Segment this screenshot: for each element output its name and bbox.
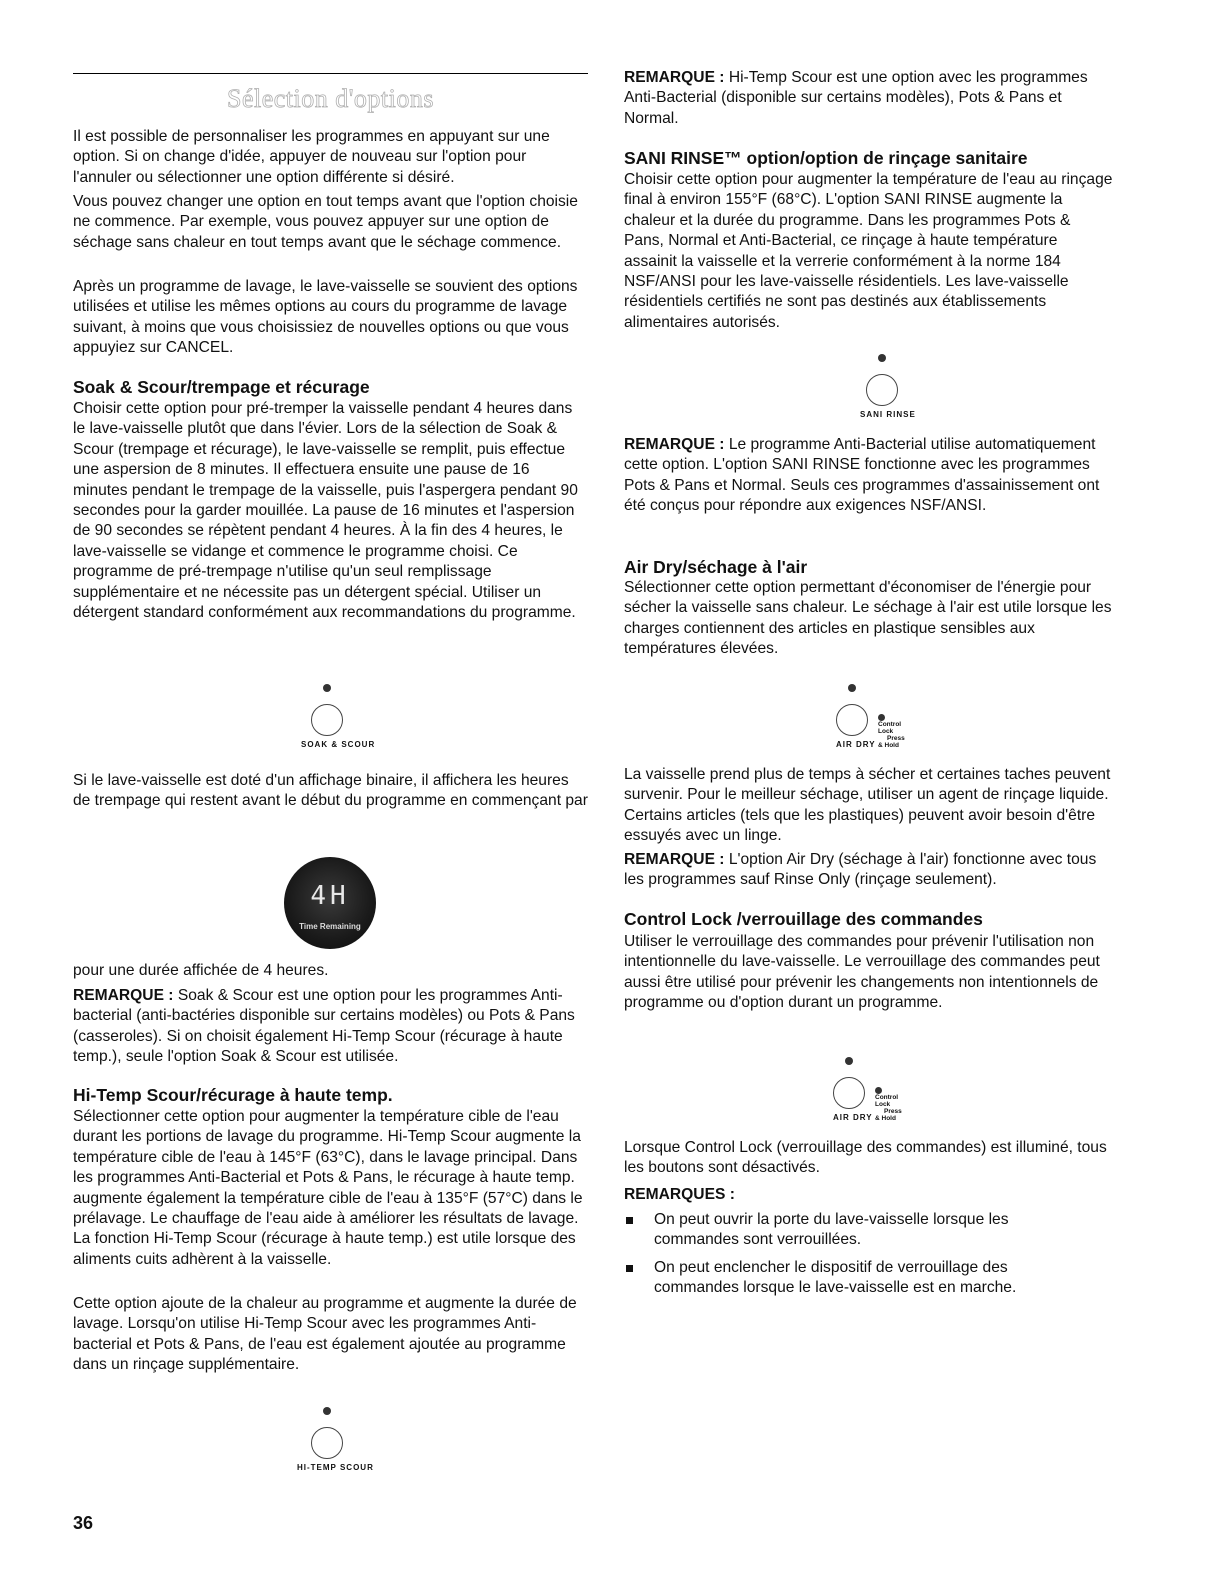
press-hold-label: Press & Hold: [878, 735, 905, 750]
sani-note: [624, 435, 1119, 517]
control-lock-body: Utiliser le verrouillage des commandes pour prévenir l'utilisation non intentionnelle du lave-vaisselle. Le verrouillage des commandes peut aussi être utilisé pour prévenir les changements non intentionnels de programme ou d'option durant un programme.: [624, 933, 1100, 1012]
button-ring-icon: [311, 704, 343, 736]
remarques-label: REMARQUES :: [624, 1186, 735, 1203]
button-ring-icon: [836, 704, 868, 736]
hitemp-scour-label: HI-TEMP SCOUR: [297, 1463, 374, 1472]
control-lock-label: Control Lock: [878, 721, 902, 736]
airdry-after-text: La vaisselle prend plus de temps à sécher et certaines taches peuvent survenir. Pour le meilleur séchage, utiliser un agent de rinçage liquide. Certains articles (tels que les plastiques) peuvent avoir besoin d'être essuyés avec un linge.: [624, 766, 1111, 845]
bullet-icon: [626, 1265, 633, 1272]
note-text: Soak & Scour est une option pour les programmes Anti-bacterial (anti-bactéries disponible sur certains modèles) ou Pots & Pans (casseroles). Si on choisit également Hi-Temp Scour (récurage à haute temp.), seule l'option Soak & Scour est utilisée.: [73, 987, 575, 1066]
note-label: REMARQUE :: [624, 436, 725, 453]
indicator-led-icon: [323, 1407, 331, 1415]
note-label: REMARQUE :: [624, 69, 725, 86]
hitemp-heading: Hi-Temp Scour/récurage à haute temp.: [73, 1085, 393, 1105]
button-ring-icon: [311, 1427, 343, 1459]
lock-led-icon: [878, 714, 885, 721]
soak-display-duration: pour une durée affichée de 4 heures.: [73, 962, 329, 979]
bullet-icon: [626, 1217, 633, 1224]
soak-heading: Soak & Scour/trempage et récurage: [73, 377, 370, 397]
intro-paragraph-2: Vous pouvez changer une option en tout temps avant que l'option choisie ne commence. Par exemple, vous pouvez appuyer sur une option de séchage sans chaleur en tout temps avant que le séchage commence.: [73, 193, 578, 251]
page-number: 36: [73, 1513, 94, 1533]
air-dry-label: AIR DRY: [833, 1113, 873, 1122]
sani-body: Choisir cette option pour augmenter la température de l'eau au rinçage final à environ 155°F (68°C). L'option SANI RINSE augmente la chaleur et la durée du programme. Dans les programmes Pots & Pans, Normal et Anti-Bacterial, ce rinçage à haute température assainit la vaisselle et la verrerie conformément à la norme 184 NSF/ANSI pour les lave-vaisselle résidentiels. Les lave-vaisselle résidentiels certifiés ne sont pas destinés aux établissements alimentaires autorisés.: [624, 171, 1113, 331]
hitemp-note: [624, 68, 1114, 129]
note-text: Hi-Temp Scour est une option avec les programmes Anti-Bacterial (disponible sur certains modèles), Pots & Pans et Normal.: [624, 69, 1088, 127]
lock-led-icon: [875, 1087, 882, 1094]
hitemp-body-1: Sélectionner cette option pour augmenter la température cible de l'eau durant les portions de lavage du programme. Hi-Temp Scour augmente la température cible de l'eau à 145°F (63°C), dans le lavage principal. Dans les programmes Anti-Bacterial et Pots & Pans, le récurage à haute temp. augmente également la température cible de l'eau à 135°F (57°C) dans le prélavage. Le chauffage de l'eau aide à améliorer les résultats de lavage. La fonction Hi-Temp Scour (récurage à haute temp.) est utile lorsque des aliments cuits adhèrent à la vaisselle.: [73, 1108, 583, 1268]
page-title: Sélection d'options: [226, 84, 434, 113]
note-text: L'option Air Dry (séchage à l'air) fonctionne avec tous les programmes sauf Rinse Only (rinçage seulement).: [624, 851, 1097, 889]
control-lock-indicator: [875, 1087, 902, 1122]
sani-rinse-label: SANI RINSE: [860, 410, 916, 419]
sani-heading: SANI RINSE™ option/option de rinçage sanitaire: [624, 148, 1028, 168]
remark-bullet-1: On peut ouvrir la porte du lave-vaisselle lorsque les commandes sont verrouillées.: [654, 1211, 1009, 1249]
indicator-led-icon: [878, 354, 886, 362]
control-lock-heading: Control Lock /verrouillage des commandes: [624, 909, 983, 929]
time-remaining-display: [284, 857, 376, 949]
airdry-note: [624, 850, 1114, 891]
control-lock-label: Control Lock: [875, 1094, 899, 1109]
note-text: Le programme Anti-Bacterial utilise automatiquement cette option. L'option SANI RINSE fonctionne avec les programmes Pots & Pans et Normal. Seuls ces programmes d'assainissement ont été conçus pour répondre aux exigences NSF/ANSI.: [624, 436, 1100, 515]
control-lock-after-text: Lorsque Control Lock (verrouillage des commandes) est illuminé, tous les boutons sont désactivés.: [624, 1139, 1107, 1177]
indicator-led-icon: [848, 684, 856, 692]
airdry-body: Sélectionner cette option permettant d'économiser de l'énergie pour sécher la vaisselle sans chaleur. Le séchage à l'air est utile lorsque les charges contiennent des articles en plastique sensibles aux températures élevées.: [624, 579, 1112, 658]
indicator-led-icon: [323, 684, 331, 692]
button-ring-icon: [833, 1077, 865, 1109]
soak-note: [73, 986, 588, 1068]
indicator-led-icon: [845, 1057, 853, 1065]
title-rule: [73, 73, 588, 74]
intro-paragraph-1: Il est possible de personnaliser les programmes en appuyant sur une option. Si on change d'idée, appuyer de nouveau sur l'option pour l'annuler ou sélectionner une option différente si désiré.: [73, 128, 550, 186]
airdry-heading: Air Dry/séchage à l'air: [624, 557, 808, 577]
display-label: Time Remaining: [299, 922, 361, 931]
air-dry-label: AIR DRY: [836, 740, 876, 749]
hitemp-body-2: Cette option ajoute de la chaleur au programme et augmente la durée de lavage. Lorsqu'on utilise Hi-Temp Scour avec les programmes Anti-bacterial et Pots & Pans, de l'eau est également ajoutée au programme dans un rinçage supplémentaire.: [73, 1295, 577, 1374]
soak-scour-label: SOAK & SCOUR: [301, 740, 376, 749]
note-label: REMARQUE :: [624, 851, 725, 868]
button-ring-icon: [866, 374, 898, 406]
control-lock-indicator: [878, 714, 905, 749]
display-digits: 4H: [310, 881, 350, 911]
remark-bullet-2: On peut enclencher le dispositif de verrouillage des commandes lorsque le lave-vaisselle est en marche.: [654, 1259, 1017, 1297]
soak-display-text: Si le lave-vaisselle est doté d'un affichage binaire, il affichera les heures de trempage qui restent avant le début du programme en commençant par: [73, 772, 588, 810]
intro-paragraph-3: Après un programme de lavage, le lave-vaisselle se souvient des options utilisées et utilise les mêmes options au cours du programme de lavage suivant, à moins que vous choisissiez de nouvelles options ou que vous appuyiez sur CANCEL.: [73, 278, 578, 357]
press-hold-label: Press & Hold: [875, 1108, 902, 1123]
soak-body: Choisir cette option pour pré-tremper la vaisselle pendant 4 heures dans le lave-vaisselle plutôt que dans l'évier. Lors de la sélection de Soak & Scour (trempage et récurage), le lave-vaisselle se remplit, puis effectue une aspersion de 8 minutes. Il effectuera ensuite une pause de 16 minutes pendant le trempage de la vaisselle, puis l'aspergera pendant 90 secondes pour la garder mouillée. La pause de 16 minutes et l'aspersion de 90 secondes se répètent pendant 4 heures. À la fin des 4 heures, le lave-vaisselle se vidange et commence le programme choisi. Ce programme de pré-trempage n'utilise qu'un seul remplissage supplémentaire et ne nécessite pas un détergent spécial. Utiliser un détergent standard conformément aux recommandations du programme.: [73, 400, 578, 622]
note-label: REMARQUE :: [73, 987, 174, 1004]
